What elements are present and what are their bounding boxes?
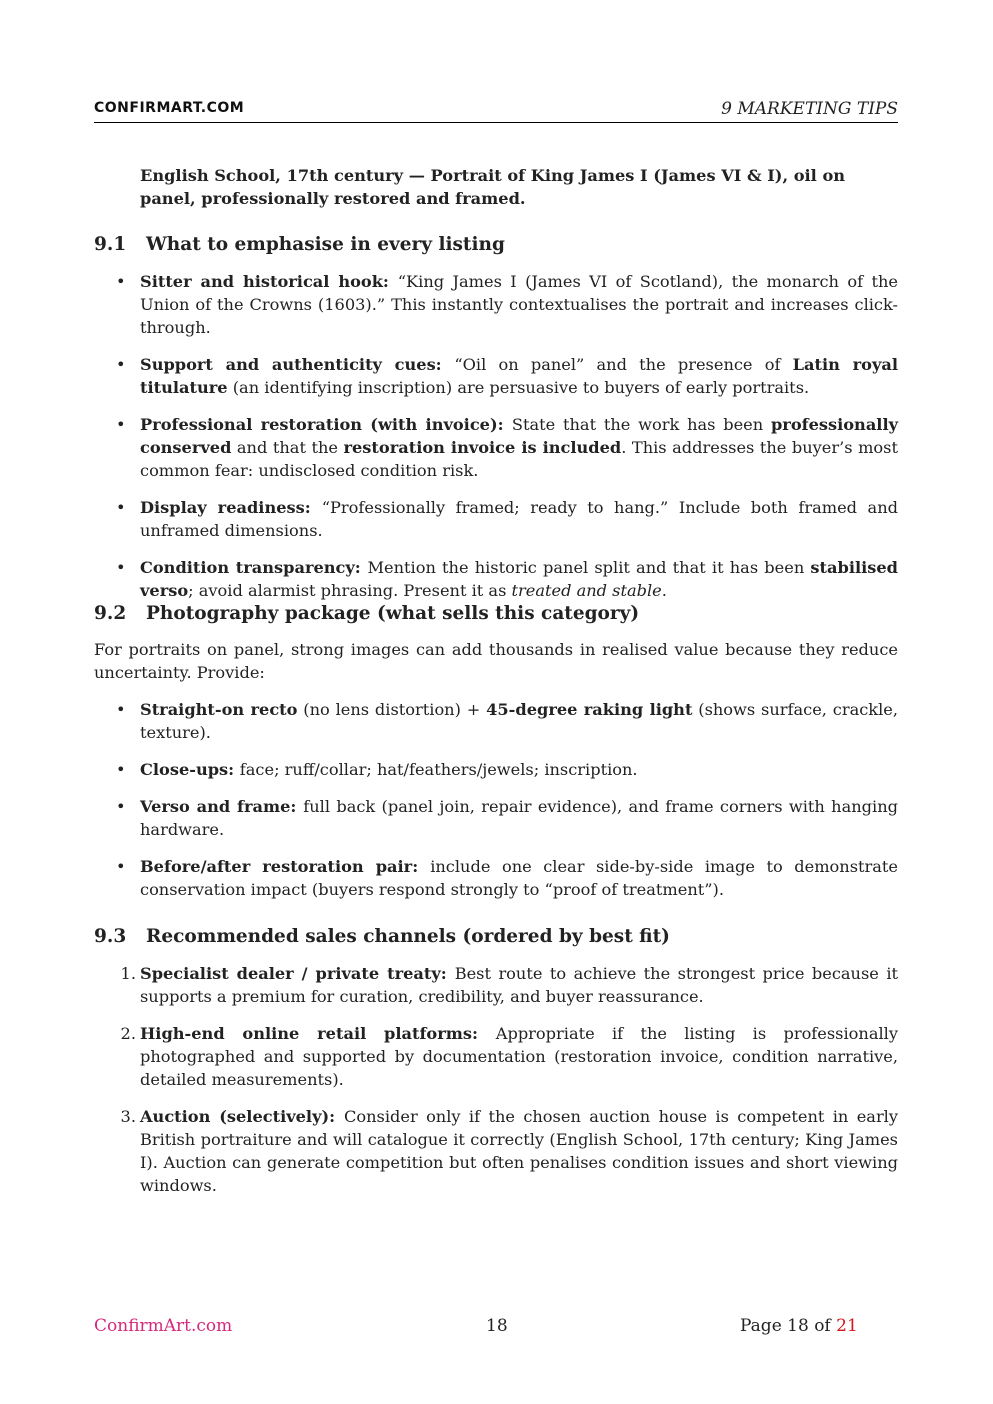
section-heading-9-3 (94, 926, 670, 947)
bold-text: Sitter and historical hook: (140, 272, 398, 291)
list-item (94, 413, 898, 482)
bold-text: High-end online retail platforms: (140, 1024, 496, 1043)
item-text: and that the (231, 438, 344, 457)
section-title: Photography package (what sells this category) (146, 603, 640, 624)
page-total-link[interactable]: 21 (836, 1316, 858, 1336)
item-text: Mention the historic panel split and that it has been (367, 558, 811, 577)
bullet-icon: • (116, 498, 126, 517)
bullet-icon: • (116, 857, 126, 876)
item-text: “King James I (James VI of Scotland), the monarch of the Union of the Crowns (1603).” This instantly contextualises the portrait and increases click-through. (140, 272, 898, 337)
item-text: Best route to achieve the strongest price because it supports a premium for curation, credibility, and buyer reassurance. (140, 964, 898, 1006)
bold-text: Latin royal titulature (140, 355, 898, 397)
italic-text: treated and stable (511, 581, 662, 600)
bold-text: 45-degree raking light (486, 700, 693, 719)
section-9-2-list (94, 698, 898, 901)
bold-text: Straight-on recto (140, 700, 298, 719)
list-item (94, 698, 898, 744)
item-text: ; avoid alarmist phrasing. Present it as (188, 581, 512, 600)
section-number: 9.1 (94, 234, 127, 255)
bullet-icon: • (116, 558, 126, 577)
item-text: (an identifying inscription) are persuasive to buyers of early portraits. (227, 378, 810, 397)
bold-text: Condition transparency: (140, 558, 368, 577)
item-text: State that the work has been (511, 415, 771, 434)
running-section-title: 9 MARKETING TIPS (721, 99, 898, 119)
bullet-icon: • (116, 355, 126, 374)
item-text: (no lens distortion) + (297, 700, 487, 719)
item-text: . (661, 581, 667, 600)
footer-site-link[interactable]: ConfirmArt.com (94, 1316, 233, 1336)
page-header (94, 98, 898, 123)
bold-text: Specialist dealer / private treaty: (140, 964, 455, 983)
list-item (94, 270, 898, 339)
section-heading-9-2 (94, 603, 639, 624)
bullet-icon: • (116, 415, 126, 434)
confirmart-logo: CONFIRMART.COM (94, 100, 245, 116)
list-item (94, 758, 898, 781)
bullet-icon: • (116, 272, 126, 291)
section-title: What to emphasise in every listing (146, 234, 505, 255)
list-item (94, 855, 898, 901)
bold-text: Auction (selectively): (140, 1107, 344, 1126)
section-title: Recommended sales channels (ordered by best fit) (146, 926, 670, 947)
bullet-icon: • (116, 797, 126, 816)
bold-text: Support and authenticity cues: (140, 355, 455, 374)
item-text: “Oil on panel” and the presence of (454, 355, 793, 374)
item-text: Appropriate if the listing is professionally photographed and supported by documentation (restoration invoice, condition narrative, detailed measurements). (140, 1024, 898, 1089)
bold-text: Before/after restoration pair: (140, 857, 431, 876)
bullet-icon: • (116, 760, 126, 779)
list-number: 3. (120, 1107, 136, 1126)
item-text: full back (panel join, repair evidence), and frame corners with hanging hardware. (140, 797, 898, 839)
item-text: include one clear side-by-side image to demonstrate conservation impact (buyers respond strongly to “proof of treatment”). (140, 857, 899, 899)
list-item (94, 353, 898, 399)
list-item (94, 496, 898, 542)
list-number: 1. (120, 964, 136, 983)
lead-title: English School, 17th century — Portrait of King James I (James VI & I), oil on panel, professionally restored and framed. (140, 166, 846, 208)
item-text: Consider only if the chosen auction house is competent in early British portraiture and will catalogue it correctly (English School, 17th century; King James I). Auction can generate competition but often penalises condition issues and short viewing windows. (140, 1107, 899, 1195)
section-9-1-list (94, 270, 898, 602)
page-count-prefix: Page 18 of (740, 1316, 837, 1336)
list-item (94, 1022, 898, 1091)
list-item (94, 795, 898, 841)
bold-text: Verso and frame: (140, 797, 304, 816)
section-heading-9-1 (94, 234, 505, 255)
bold-text: restoration invoice is included (343, 438, 622, 457)
bold-text: Professional restoration (with invoice): (140, 415, 512, 434)
footer-page-number: 18 (486, 1316, 508, 1336)
list-number: 2. (120, 1024, 136, 1043)
section-number: 9.2 (94, 603, 127, 624)
bold-text: Display readiness: (140, 498, 322, 517)
bullet-icon: • (116, 700, 126, 719)
bold-text: professionally conserved (140, 415, 899, 457)
list-item (94, 1105, 898, 1197)
list-item (94, 556, 898, 602)
section-9-2-intro: For portraits on panel, strong images can add thousands in realised value because they reduce uncertainty. Provide: (94, 640, 898, 682)
section-9-3-list (94, 962, 898, 1197)
bold-text: Close-ups: (140, 760, 240, 779)
footer-page-count (740, 1316, 858, 1336)
item-text: . This addresses the buyer’s most common fear: undisclosed condition risk. (140, 438, 898, 480)
list-item (94, 962, 898, 1008)
section-number: 9.3 (94, 926, 127, 947)
item-text: “Professionally framed; ready to hang.” Include both framed and unframed dimensions. (140, 498, 898, 540)
bold-text: stabilised verso (140, 558, 898, 600)
item-text: face; ruff/collar; hat/feathers/jewels; inscription. (239, 760, 638, 779)
item-text: (shows surface, crackle, texture). (140, 700, 899, 742)
